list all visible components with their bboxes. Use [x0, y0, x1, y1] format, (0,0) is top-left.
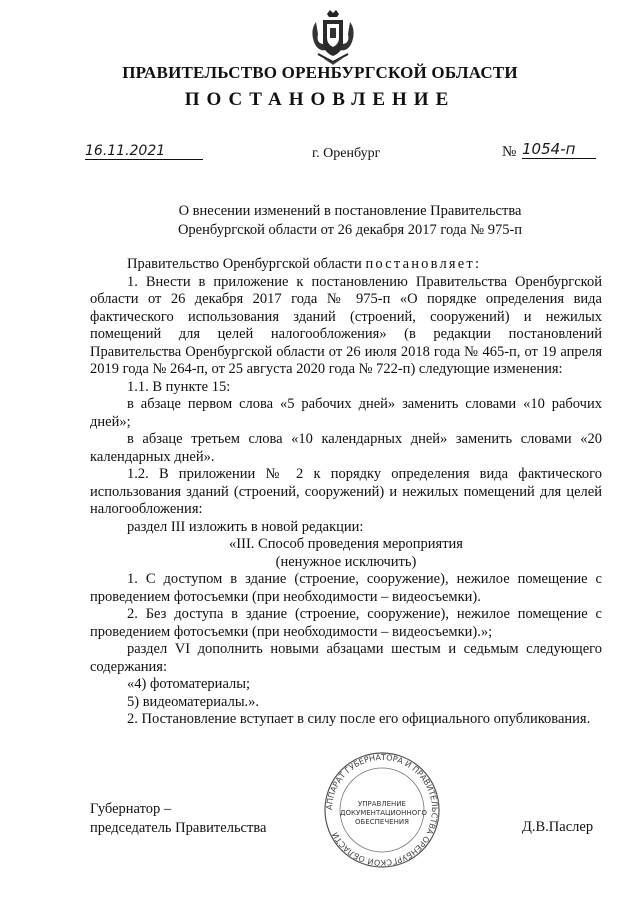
- signatory-position: [90, 800, 266, 838]
- paragraph-1-2-a: раздел III изложить в новой редакции:: [127, 518, 364, 535]
- document-number-label: №: [502, 144, 517, 160]
- paragraph-1: 1. Внести в приложение к постановлению Правительства Оренбургской области от 26 декабря 2017 года № 975-п «О порядке определения вида фактического использования зданий (строений, сооружений) и нежилых помещений для целей налогообложения» (в редакции постановлений Правительства Оренбургской области от 26 июля 2018 года № 465-п, от 19 апреля 2019 года № 264-п, от 25 августа 2020 года № 722-п) следующие изменения:: [90, 273, 602, 377]
- intro-colon: :: [474, 256, 479, 272]
- section-item-2: 2. Без доступа в здание (строение, сооружение), нежилое помещение с проведением фотосъемки (при необходимости – видеосъемки).»;: [90, 606, 602, 640]
- stamp-line-2: ДОКУМЕНТАЦИОННОГО: [340, 809, 428, 817]
- document-city: г. Оренбург: [312, 146, 381, 161]
- paragraph-1-1-a: в абзаце первом слова «5 рабочих дней» заменить словами «10 рабочих дней»;: [90, 396, 602, 430]
- section-item-1: 1. С доступом в здание (строение, сооружение), нежилое помещение с проведением фотосъемки (при необходимости – видеосъемки).: [90, 571, 602, 605]
- coat-of-arms-icon: [306, 8, 360, 66]
- intro-text: Правительство Оренбургской области: [127, 256, 366, 272]
- stamp-line-3: ОБЕСПЕЧЕНИЯ: [355, 818, 409, 826]
- stamp-center-text: [340, 800, 428, 827]
- section-title: «III. Способ проведения мероприятия: [229, 536, 463, 552]
- document-date: 16.11.2021: [85, 143, 203, 160]
- document-title: [0, 202, 640, 240]
- intro-paragraph: [90, 256, 602, 274]
- stamp-line-1: УПРАВЛЕНИЕ: [358, 800, 406, 808]
- paragraph-1-2: 1.2. В приложении № 2 к порядку определения вида фактического использования зданий (строений, сооружений) и нежилых помещений для целей налогообложения:: [90, 466, 602, 517]
- list-item-4: «4) фотоматериалы;: [127, 676, 251, 692]
- stamp-ring-text: АППАРАТ ГУБЕРНАТОРА И ПРАВИТЕЛЬСТВА ОРЕНБУРГСКОЙ ОБЛАСТИ: [324, 752, 440, 868]
- paragraph-2: 2. Постановление вступает в силу после его официального опубликования.: [127, 711, 591, 727]
- document-body: [90, 256, 602, 729]
- title-line-2: Оренбургской области от 26 декабря 2017 года № 975-п: [177, 222, 523, 238]
- title-line-1: О внесении изменений в постановление Правительства: [178, 203, 522, 219]
- signatory-name: Д.В.Паслер: [522, 819, 594, 835]
- document-type: ПОСТАНОВЛЕНИЕ: [184, 89, 456, 110]
- intro-spaced-word: постановляет: [365, 256, 475, 272]
- position-line-1: Губернатор –: [90, 801, 172, 817]
- document-number: 1054-п: [522, 140, 596, 159]
- list-item-5: 5) видеоматериалы.».: [127, 693, 260, 710]
- section-subtitle: (ненужное исключить): [275, 553, 417, 570]
- paragraph-section-vi: раздел VI дополнить новыми абзацами шестым и седьмым следующего содержания:: [90, 641, 602, 675]
- position-line-2: председатель Правительства: [90, 820, 267, 836]
- paragraph-1-1: 1.1. В пункте 15:: [127, 378, 231, 395]
- organization-name: ПРАВИТЕЛЬСТВО ОРЕНБУРГСКОЙ ОБЛАСТИ: [122, 63, 518, 82]
- paragraph-1-1-b: в абзаце третьем слова «10 календарных дней» заменить словами «20 календарных дней».: [90, 431, 602, 465]
